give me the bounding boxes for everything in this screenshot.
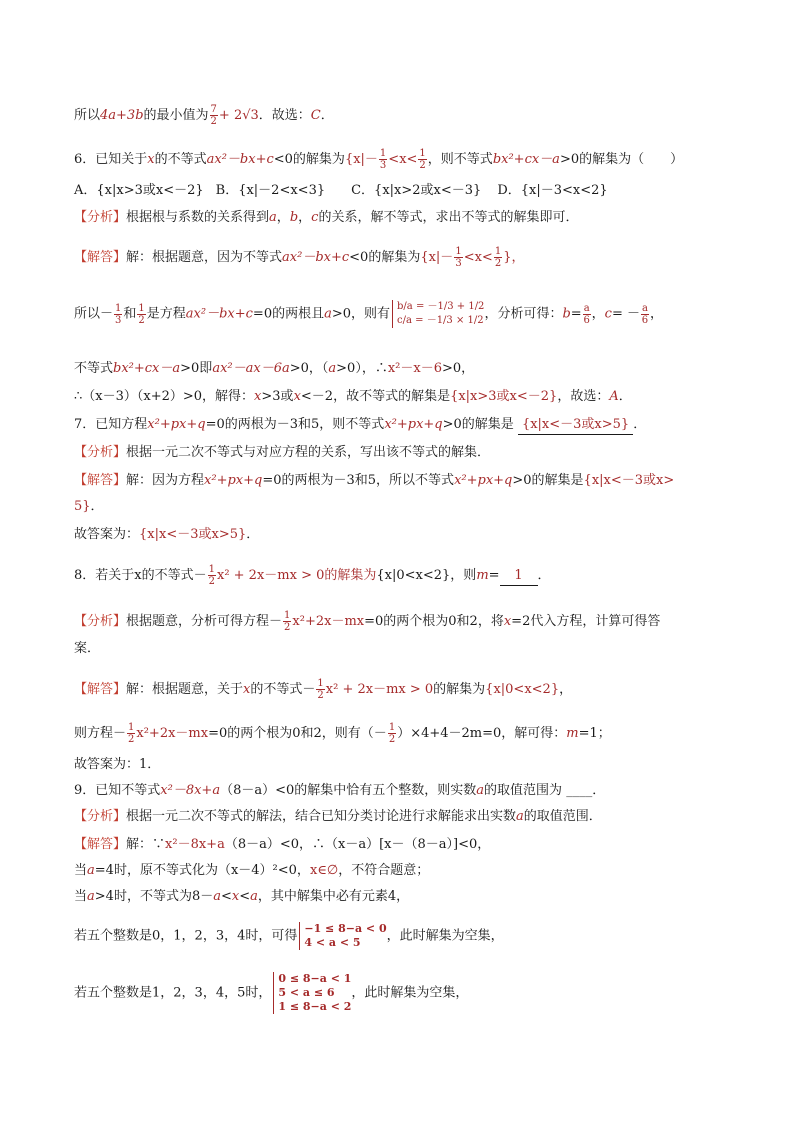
- question-9-analysis: [74, 808, 730, 826]
- text: =: [570, 306, 582, 322]
- question-8-solution-2: [74, 722, 730, 745]
- text: ．: [90, 499, 104, 514]
- solution-tag: 【解答】: [74, 682, 127, 697]
- text: 解：根据题意，关于: [126, 682, 244, 697]
- equation-row: 0 ≤ 8−a < 1: [278, 972, 352, 985]
- question-6-solution-3: [74, 360, 730, 378]
- question-7-solution-2: [74, 498, 730, 516]
- denominator: 2: [284, 622, 291, 633]
- math: a: [250, 889, 258, 904]
- text: =4时，原不等式化为（x－4）²<0，: [94, 863, 310, 878]
- text: ，其中解集中必有元素4，: [257, 889, 410, 904]
- math: x: [293, 389, 301, 404]
- text: 不等式: [74, 361, 114, 376]
- text: ，此时解集为空集，: [351, 985, 469, 1001]
- denominator: 6: [583, 314, 590, 326]
- answer: A: [609, 389, 619, 404]
- text: ，则不等式: [427, 152, 493, 167]
- math: ax²－bx+c: [206, 152, 274, 167]
- question-8-solution-1: [74, 678, 730, 701]
- fraction: [494, 246, 502, 269]
- text: 的不等式－: [250, 682, 316, 697]
- math: {x|x<－3或x>: [583, 473, 675, 488]
- text: ）×4+4－2m=0，解可得：: [397, 726, 567, 741]
- question-7-analysis: [74, 444, 730, 462]
- text: =0的两个根为0和2，将: [364, 614, 504, 629]
- question-6-analysis: [74, 209, 730, 227]
- numerator: 1: [379, 148, 387, 159]
- math: b: [562, 306, 571, 322]
- text: <－2，故不等式的解集是: [300, 389, 451, 404]
- question-9-solution-3: [74, 888, 730, 906]
- question-7-solution-1: [74, 472, 730, 490]
- text: >0），∴: [336, 361, 388, 376]
- text: >4时，不等式为8－: [94, 889, 214, 904]
- text: 根据题意，分析可得方程－: [126, 614, 283, 629]
- question-9: [74, 782, 730, 800]
- math: {x|0<x<2}: [485, 682, 560, 697]
- question-8-analysis-1: [74, 610, 730, 633]
- text: ，分析可得：: [484, 306, 563, 322]
- text: 解：因为方程: [126, 473, 205, 488]
- analysis-tag: 【分析】: [74, 614, 127, 629]
- text: >0即: [180, 361, 213, 376]
- numerator: 1: [494, 246, 502, 257]
- text: 解：∵: [126, 837, 166, 852]
- question-6-solution-4: [74, 388, 730, 406]
- text: 若五个整数是0，1，2，3，4时，可得: [74, 928, 298, 944]
- fraction: [454, 246, 462, 269]
- equation-row: c/a = －1/3 × 1/2: [397, 315, 484, 326]
- text: >0，: [441, 361, 475, 376]
- text: ．: [633, 417, 647, 432]
- text: =2代入方程，计算可得答: [511, 614, 661, 629]
- math: x²+2x－mx: [136, 726, 209, 741]
- text: ．: [320, 108, 334, 123]
- text: 的不等式: [154, 152, 207, 167]
- text: 的取值范围为: [484, 783, 563, 798]
- math: <x<: [388, 152, 418, 167]
- math: 4a+3b: [100, 108, 144, 123]
- equation-row: 5 < a ≤ 6: [278, 986, 335, 999]
- math: x²+px+q: [454, 473, 513, 488]
- text: >0，（: [289, 361, 329, 376]
- text: <0的解集为: [273, 152, 345, 167]
- text: {x|0<x<2}: [376, 568, 451, 583]
- math: ax²－bx+c: [282, 250, 350, 265]
- math: }，: [503, 250, 525, 265]
- fraction: [379, 148, 387, 171]
- math: a: [87, 889, 95, 904]
- math: bx²+cx－a: [492, 152, 560, 167]
- text: 的关系，解不等式，求出不等式的解集即可．: [318, 210, 579, 225]
- math: m: [566, 726, 579, 741]
- math: {x|－: [420, 250, 454, 265]
- question-8-answer: [74, 756, 730, 774]
- math: b: [289, 210, 299, 225]
- math: + 2√3: [218, 108, 259, 123]
- math: x: [243, 682, 251, 697]
- math: x²－x－6: [387, 361, 442, 376]
- question-6: [74, 148, 730, 171]
- text: =: [488, 568, 500, 583]
- text: 7．已知方程: [74, 417, 148, 432]
- fraction: [283, 610, 291, 633]
- text: ，: [559, 682, 573, 697]
- text: >0的解集是: [512, 473, 584, 488]
- math: {x|x<－3或x>5}: [139, 527, 247, 542]
- option-c: C．{x|x>2或x<－3}: [351, 183, 482, 198]
- text: =0的两根且: [252, 306, 325, 322]
- text: ．: [592, 783, 606, 798]
- text: 的取值范围．: [523, 809, 602, 824]
- text: ，: [591, 306, 605, 322]
- denominator: 2: [317, 690, 324, 701]
- numerator: 1: [419, 148, 426, 159]
- math: x²+px+q: [204, 473, 263, 488]
- text: 解：根据题意，因为不等式: [126, 250, 283, 265]
- fraction: [418, 148, 426, 171]
- text: 若五个整数是1，2，3，4，5时，: [74, 985, 272, 1001]
- math: x: [503, 614, 512, 629]
- text: ，此时解集为空集，: [386, 928, 504, 944]
- analysis-tag: 【分析】: [74, 809, 127, 824]
- text: ，不符合题意；: [338, 863, 430, 878]
- text: <: [220, 889, 232, 904]
- text: 根据一元二次不等式与对应方程的关系，写出该不等式的解集．: [126, 445, 491, 460]
- math: <x<: [463, 250, 493, 265]
- math: x: [254, 389, 262, 404]
- fraction: [388, 722, 396, 745]
- question-9-solution-5: [74, 972, 730, 1014]
- math: c: [311, 210, 319, 225]
- numerator: 1: [455, 246, 462, 257]
- text: =1；: [578, 726, 611, 741]
- numerator: 1: [138, 302, 145, 314]
- text: 根据根与系数的关系得到: [126, 210, 270, 225]
- fraction: [127, 722, 135, 745]
- text: 8．若关于x的不等式－: [74, 568, 207, 583]
- text: >0，则有: [331, 306, 391, 322]
- fraction: [316, 678, 324, 701]
- analysis-tag: 【分析】: [74, 445, 127, 460]
- text: 6．已知关于: [74, 152, 148, 167]
- math: x² + 2x－mx > 0的解集为: [216, 568, 377, 583]
- math: a: [87, 863, 95, 878]
- question-6-solution-1: [74, 246, 730, 269]
- text: 则方程－: [74, 726, 127, 741]
- numerator: 1: [317, 678, 324, 689]
- text: 当: [74, 889, 88, 904]
- text: （8－a）<0，∴（x－a）[x－（8－a）]<0，: [224, 837, 491, 852]
- denominator: 2: [388, 734, 396, 745]
- math: a: [328, 361, 337, 376]
- math: x²－8x+a: [160, 783, 221, 798]
- question-7: [74, 416, 730, 435]
- denominator: 2: [210, 116, 217, 127]
- math: x²－8x+a: [165, 837, 225, 852]
- denominator: 3: [115, 314, 122, 326]
- text: ，: [649, 306, 663, 322]
- math: a: [269, 210, 277, 225]
- text: ．: [537, 568, 551, 583]
- equation-system: [273, 972, 351, 1014]
- math: a: [324, 306, 332, 322]
- numerator: 1: [388, 722, 396, 733]
- text: ，则: [450, 568, 477, 583]
- math: c: [604, 306, 612, 322]
- fraction: [114, 303, 122, 326]
- text: ，: [298, 210, 312, 225]
- denominator: 3: [455, 258, 462, 269]
- text: 所以: [74, 108, 101, 123]
- denominator: 2: [208, 576, 215, 587]
- text: 根据一元二次不等式的解法，结合已知分类讨论进行求解能求出实数: [126, 809, 517, 824]
- analysis-tag: 【分析】: [74, 210, 127, 225]
- equation-row: 4 < a < 5: [304, 936, 361, 949]
- math: a: [213, 889, 221, 904]
- question-9-solution-2: [74, 862, 730, 880]
- question-8: [74, 564, 730, 587]
- math: ax²－ax－6a: [212, 361, 290, 376]
- option-a: A．{x|x>3或x<－2}: [74, 183, 204, 198]
- equation-system: [392, 300, 484, 328]
- text: >3或: [261, 389, 294, 404]
- text: 的最小值为: [143, 108, 209, 123]
- math: x²+px+q: [147, 417, 206, 432]
- math: a: [476, 783, 485, 798]
- answer-blank: 1: [500, 567, 538, 586]
- denominator: 3: [379, 160, 387, 171]
- fraction: [137, 303, 145, 326]
- text: 和: [123, 306, 137, 322]
- denominator: 2: [138, 314, 145, 326]
- math: a: [516, 809, 524, 824]
- question-9-solution-4: [74, 922, 730, 950]
- text: >0的解集为（ ）: [559, 152, 684, 167]
- math: 5}: [74, 499, 91, 514]
- equation-row: 1 ≤ 8−a < 2: [278, 1000, 352, 1013]
- text: <0的解集为: [349, 250, 421, 265]
- text: 是方程: [146, 306, 186, 322]
- text: 案．: [74, 641, 101, 656]
- text: >0的解集是: [442, 417, 514, 432]
- text: ，: [276, 210, 290, 225]
- math: {x|x>3或x<－2}: [450, 389, 558, 404]
- text: 9．已知不等式: [74, 783, 161, 798]
- math: m: [476, 568, 489, 583]
- fraction: [583, 303, 591, 326]
- text: 故答案为：: [74, 527, 140, 542]
- text: = －: [611, 306, 640, 322]
- fraction: [641, 303, 649, 326]
- text: <: [239, 889, 251, 904]
- solution-tag: 【解答】: [74, 473, 127, 488]
- text: （8－a）<0的解集中恰有五个整数，则实数: [220, 783, 477, 798]
- text: ，故选：: [557, 389, 610, 404]
- question-6-options: [74, 182, 730, 200]
- option-d: D．{x|－3<x<2}: [497, 183, 608, 198]
- denominator: 2: [419, 160, 426, 171]
- numerator: 1: [128, 722, 135, 733]
- solution-tag: 【解答】: [74, 837, 127, 852]
- equation-system: [299, 922, 386, 950]
- question-9-solution-1: [74, 836, 730, 854]
- denominator: 6: [641, 314, 649, 326]
- question-6-solution-2: [74, 300, 730, 328]
- option-b: B．{x|－2<x<3}: [215, 183, 326, 198]
- equation-row: b/a = －1/3 + 1/2: [397, 301, 485, 312]
- answer: C: [310, 108, 321, 123]
- math: bx²+cx－a: [113, 361, 181, 376]
- answer-blank: {x|x<－3或x>5}: [518, 416, 633, 435]
- text: ．故选：: [258, 108, 311, 123]
- text: 故答案为：1．: [74, 757, 161, 772]
- question-7-answer: [74, 526, 730, 544]
- answer-blank: ____: [566, 783, 593, 798]
- math: x: [231, 889, 240, 904]
- text: =0的两根为－3和5，则不等式: [205, 417, 385, 432]
- math: x∈∅: [309, 863, 339, 878]
- numerator: a: [583, 302, 590, 314]
- numerator: 1: [284, 610, 291, 621]
- math: ax²－bx+c: [185, 306, 253, 322]
- text: 当: [74, 863, 88, 878]
- math: x: [147, 152, 155, 167]
- text: ．: [246, 527, 260, 542]
- fraction: [208, 564, 216, 587]
- numerator: a: [641, 302, 648, 314]
- solution-tag: 【解答】: [74, 250, 127, 265]
- numerator: 7: [210, 104, 217, 115]
- text: 的解集为: [433, 682, 486, 697]
- math: {x|－: [344, 152, 378, 167]
- math: x² + 2x－mx > 0: [325, 682, 434, 697]
- summary-line: [74, 104, 730, 127]
- numerator: 1: [115, 302, 122, 314]
- equation-row: −1 ≤ 8−a < 0: [304, 922, 387, 935]
- text: ∴（x－3）（x+2）>0，解得：: [74, 389, 255, 404]
- numerator: 1: [208, 564, 215, 575]
- fraction: [210, 104, 218, 127]
- denominator: 2: [128, 734, 135, 745]
- math: x²+px+q: [384, 417, 443, 432]
- text: =0的两根为－3和5，所以不等式: [262, 473, 455, 488]
- math: x²+2x－mx: [292, 614, 365, 629]
- question-8-analysis-2: [74, 640, 730, 658]
- text: 所以－: [74, 306, 114, 322]
- text: =0的两个根为0和2，则有（－: [208, 726, 387, 741]
- denominator: 2: [494, 258, 502, 269]
- text: ．: [618, 389, 632, 404]
